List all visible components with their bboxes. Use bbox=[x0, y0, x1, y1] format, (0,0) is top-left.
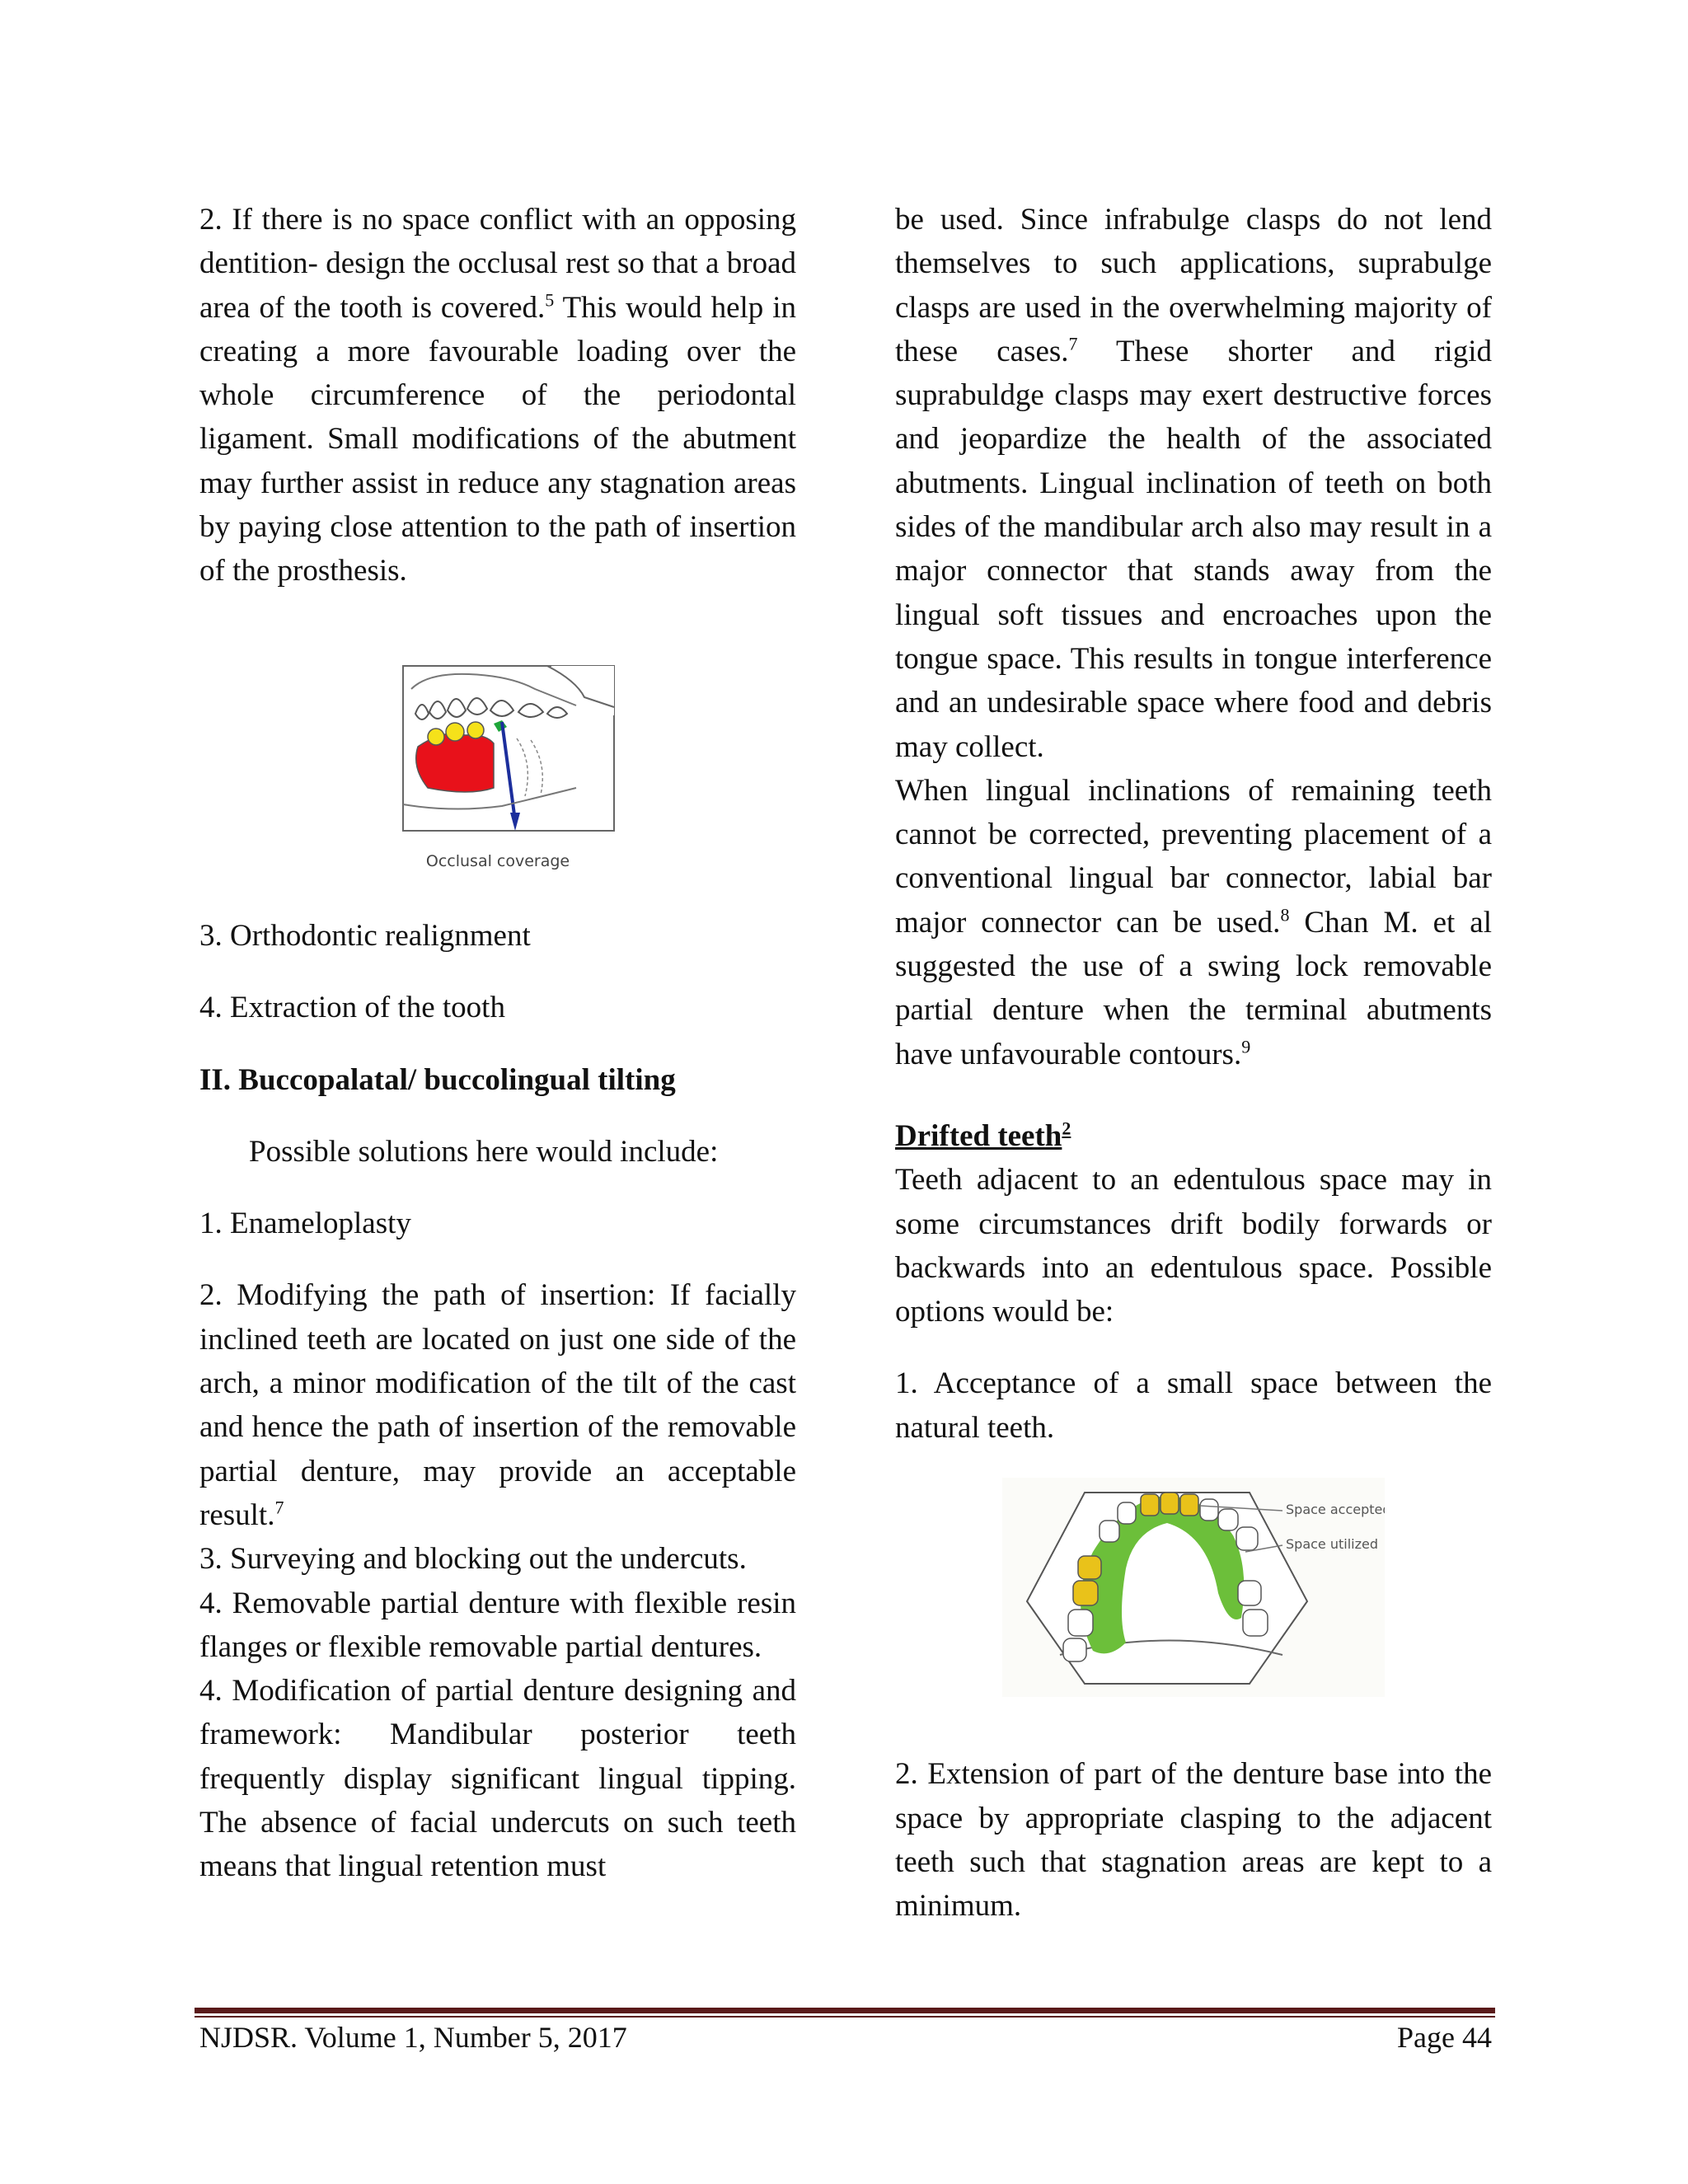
reference-7: 7 bbox=[1068, 333, 1078, 354]
left-column bbox=[199, 198, 796, 1889]
solution-path-of-insertion: 2. Modifying the path of insertion: If facially inclined teeth are located on just one side of the arch, a minor modification of the tilt of the cast and hence the path of insertion of the removable partial denture, may provide an acceptable result.$^7$ bbox=[199, 1278, 796, 1532]
reference-8: 8 bbox=[1280, 904, 1290, 926]
right-column bbox=[895, 198, 1492, 1929]
option-acceptance: 1. Acceptance of a small space between the natural teeth. bbox=[895, 1366, 1492, 1445]
solution-enameloplasty: 1. Enameloplasty bbox=[199, 1207, 411, 1241]
paragraph-labial-bar: When lingual inclinations of remaining teeth cannot be corrected, preventing placement of a conventional lingual bar connector, labial bar major connector can be used.$^8$ Chan M. et al suggested the use of a swing lock removable partial denture when the terminal abutments have unfavourable contours.$^9$ bbox=[895, 773, 1493, 1071]
solution-flexible-rpd: 4. Removable partial denture with flexible resin flanges or flexible removable partial dentures. bbox=[199, 1586, 796, 1664]
occlusal-coverage-illustration bbox=[378, 664, 617, 839]
footer-journal: NJDSR. Volume 1, Number 5, 2017 bbox=[199, 2021, 627, 2054]
figure-space-accepted bbox=[1002, 1478, 1385, 1709]
option-extension: 2. Extension of part of the denture base into the space by appropriate clasping to the adjacent teeth such that stagnation areas are kept to a minimum. bbox=[895, 1757, 1492, 1924]
section-heading-buccopalatal: II. Buccopalatal/ buccolingual tilting bbox=[199, 1062, 676, 1097]
item-extraction: 4. Extraction of the tooth bbox=[199, 991, 505, 1025]
subheading-drifted-teeth: Drifted teeth$^2$ bbox=[895, 1118, 1071, 1153]
item-orthodontic-realignment: 3. Orthodontic realignment bbox=[199, 918, 531, 953]
reference-2: 2 bbox=[1062, 1118, 1071, 1139]
paragraph-drifted-teeth: Teeth adjacent to an edentulous space may in some circumstances drift bodily forwards or backwards into an edentulous space. Possible options would be: bbox=[895, 1163, 1492, 1329]
figure-occlusal-coverage bbox=[378, 664, 617, 871]
solutions-intro: Possible solutions here would include: bbox=[249, 1134, 719, 1169]
solution-surveying: 3. Surveying and blocking out the undercuts. bbox=[199, 1542, 747, 1577]
footer-page-number: Page 44 bbox=[1397, 2021, 1492, 2054]
label-space-utilized: Space utilized bbox=[1286, 1536, 1378, 1553]
label-space-accepted: Space accepted bbox=[1286, 1502, 1385, 1518]
page-footer bbox=[199, 2016, 1492, 2059]
reference-7: 7 bbox=[274, 1497, 284, 1518]
reference-5: 5 bbox=[545, 289, 555, 311]
dental-arch-illustration bbox=[1002, 1478, 1385, 1697]
reference-9: 9 bbox=[1241, 1036, 1251, 1057]
paragraph-occlusal-rest: 2. If there is no space conflict with an opposing dentition- design the occlusal rest so that a broad area of the tooth is covered.$^5$ This would help in creating a more favourable loading over the whole circumference of the periodontal ligament. Small modifications of the abutment may further assist in reduce any stagnation areas by paying close attention to the path of insertion of the prosthesis. bbox=[199, 203, 796, 588]
solution-framework-modification: 4. Modification of partial denture designing and framework: Mandibular posterior teeth frequently display significant lingual tipping. The absence of facial undercuts on such teeth means that lingual retention must bbox=[199, 1674, 796, 1884]
paragraph-suprabulge-clasps: be used. Since infrabulge clasps do not lend themselves to such applications, suprabulge clasps are used in the overwhelming majority of these cases.$^7$ These shorter and rigid suprabuldge clasps may exert destructive forces and jeopardize the health of the associated abutments. Lingual inclination of teeth on both sides of the mandibular arch also may result in a major connector that stands away from the lingual soft tissues and encroaches upon the tongue space. This results in tongue interference and an undesirable space where food and debris may collect. bbox=[895, 203, 1492, 764]
figure-caption-occlusal-coverage: Occlusal coverage bbox=[425, 851, 570, 870]
